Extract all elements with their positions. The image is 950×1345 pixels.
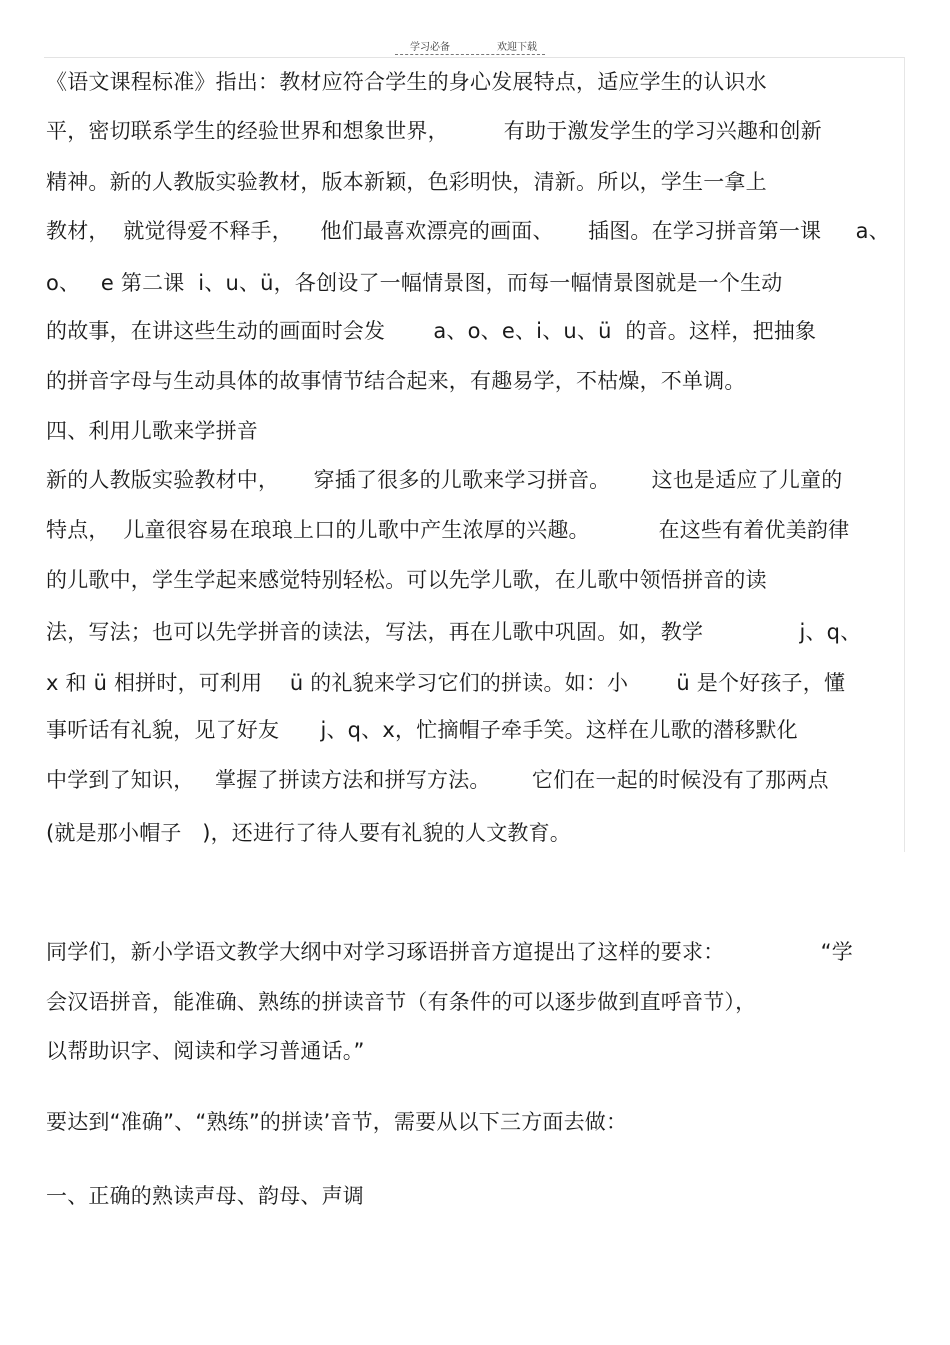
text-line: 特点， 儿童很容易在琅琅上口的儿歌中产生浓厚的兴趣。 在这些有着优美韵律	[46, 518, 850, 542]
top-rule	[44, 57, 904, 58]
header-divider	[395, 54, 545, 55]
text-line: 以帮助识字、阅读和学习普通话。”	[46, 1039, 365, 1063]
text-line: 平，密切联系学生的经验世界和想象世界， 有助于激发学生的学习兴趣和创新	[46, 119, 822, 143]
text-line: 会汉语拼音，能准确、熟练的拼读音节（有条件的可以逐步做到直呼音节），	[46, 990, 757, 1014]
text-line: 教材， 就觉得爱不释手， 他们最喜欢漂亮的画面、 插图。在学习拼音第一课 a、	[46, 219, 890, 243]
text-line: 的儿歌中，学生学起来感觉特别轻松。可以先学儿歌，在儿歌中领悟拼音的读	[46, 568, 767, 592]
section-heading: 四、利用儿歌来学拼音	[46, 419, 258, 443]
text-line: 中学到了知识， 掌握了拼读方法和拼写方法。 它们在一起的时候没有了那两点	[46, 768, 829, 792]
text-line: 新的人教版实验教材中， 穿插了很多的儿歌来学习拼音。 这也是适应了儿童的	[46, 468, 843, 492]
text-line: 精神。新的人教版实验教材，版本新颖，色彩明快，清新。所以，学生一拿上	[46, 170, 767, 194]
text-line: 《语文课程标准》指出：教材应符合学生的身心发展特点，适应学生的认识水	[46, 70, 767, 94]
header-left-text: 学习必备	[410, 42, 450, 53]
text-line: o、 e 第二课 i、u、ü，各创设了一幅情景图，而每一幅情景图就是一个生动	[46, 271, 783, 295]
header-right-text: 欢迎下载	[497, 42, 537, 53]
text-line: 的拼音字母与生动具体的故事情节结合起来，有趣易学，不枯燥，不单调。	[46, 369, 746, 393]
text-line: 法，写法；也可以先学拼音的读法，写法，再在儿歌中巩固。如，教学 j、q、	[46, 620, 862, 644]
section-heading: 一、正确的熟读声母、韵母、声调	[46, 1184, 364, 1208]
text-line: 的故事，在讲这些生动的画面时会发 a、o、e、i、u、ü 的音。这样，把抽象	[46, 319, 817, 343]
text-line: 要达到“准确”、“熟练”的拼读’音节，需要从以下三方面去做：	[46, 1110, 628, 1134]
side-rule	[904, 57, 905, 852]
text-line: 事听话有礼貌，见了好友 j、q、x，忙摘帽子牵手笑。这样在儿歌的潜移默化	[46, 718, 798, 742]
text-line: 同学们，新小学语文教学大纲中对学习琢语拼音方逭提出了这样的要求： “学	[46, 940, 853, 964]
text-line: (就是那小帽子 )，还进行了待人要有礼貌的人文教育。	[46, 821, 572, 845]
page-header	[0, 38, 950, 58]
text-line: x 和 ü 相拼时，可利用 ü 的礼貌来学习它们的拼读。如：小 ü 是个好孩子，懂	[46, 671, 846, 695]
